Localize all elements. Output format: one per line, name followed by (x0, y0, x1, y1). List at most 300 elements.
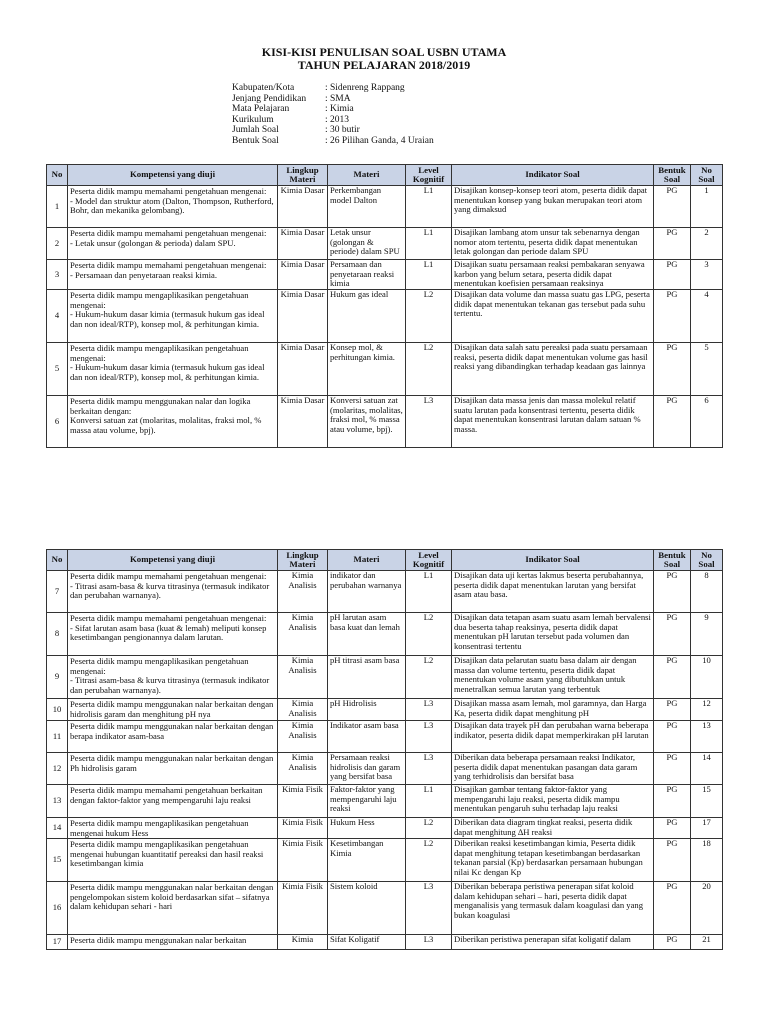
cell-no (47, 396, 68, 448)
cell-materi (328, 228, 406, 260)
cell-level (406, 656, 452, 699)
cell-indikator (452, 613, 654, 656)
cell-level (406, 613, 452, 656)
info-row (232, 125, 434, 136)
table-row (47, 343, 723, 396)
cell-materi (328, 818, 406, 839)
col-header-materi: Materi (328, 165, 406, 186)
cell-bentuk-text: PG (666, 655, 678, 665)
cell-bentuk (654, 753, 691, 785)
cell-lingkup-text: Kimia Dasar (280, 185, 325, 195)
cell-no (47, 935, 68, 950)
table-row (47, 818, 723, 839)
info-row (232, 83, 434, 94)
cell-kompetensi (68, 656, 278, 699)
cell-lingkup-text: Kimia Dasar (280, 342, 325, 352)
info-label: Jumlah Soal (232, 125, 279, 136)
cell-level-text: L1 (423, 259, 434, 269)
cell-bentuk (654, 396, 691, 448)
cell-materi-text: Hukum gas ideal (330, 289, 389, 299)
cell-bentuk-text: PG (666, 784, 678, 794)
cell-no (47, 343, 68, 396)
document-subtitle: TAHUN PELAJARAN 2018/2019 (297, 58, 471, 72)
cell-kompetensi-text: Peserta didik mampu memahami pengetahuan mengenai: - Model dan struktur atom (Dalton, Thompson, Rutherford, Bohr, dan mekanika gelombang). (70, 186, 274, 216)
cell-level-text: L1 (423, 784, 434, 794)
cell-materi-text: Konversi satuan zat (molaritas, molalitas, fraksi mol, % massa atau volume, bpj). (330, 395, 403, 434)
cell-bentuk (654, 699, 691, 721)
cell-kompetensi (68, 818, 278, 839)
cell-materi (328, 260, 406, 290)
cell-no (47, 721, 68, 753)
table-row (47, 753, 723, 785)
cell-lingkup-text: Kimia Analisis (288, 720, 317, 740)
cell-kompetensi (68, 571, 278, 613)
cell-materi-text: Perkembangan model Dalton (330, 185, 382, 205)
cell-nosoal (691, 785, 723, 818)
cell-lingkup-text: Kimia Analisis (288, 570, 317, 590)
cell-no-text: 4 (54, 310, 60, 321)
cell-bentuk (654, 613, 691, 656)
cell-indikator (452, 290, 654, 343)
cell-materi (328, 721, 406, 753)
cell-nosoal-text: 8 (704, 570, 709, 580)
cell-bentuk (654, 935, 691, 950)
cell-indikator-text: Disajikan data pelarutan suatu basa dalam air dengan massa dan volume tertentu, peserta didik dapat menentukan volume asam yang dibutuhkan untuk menetralkan semua larutan yang terbentuk (454, 655, 637, 694)
cell-indikator-text: Diberikan reaksi kesetimbangan kimia, Peserta didik dapat menghitung tetapan kesetimbangan berdasarkan tekanan parsial (Kp) berdasarkan persamaan hubungan nilai Kc dengan Kp (454, 838, 643, 877)
cell-nosoal-text: 12 (702, 698, 711, 708)
table-row (47, 396, 723, 448)
cell-no-text: 17 (52, 936, 62, 947)
cell-no-text: 5 (54, 363, 60, 374)
cell-no-text: 8 (54, 628, 60, 639)
cell-no-text: 12 (52, 762, 62, 773)
cell-lingkup (278, 228, 328, 260)
info-label: Jenjang Pendidikan (232, 93, 307, 104)
cell-lingkup (278, 396, 328, 448)
cell-level (406, 699, 452, 721)
cell-level-text: L2 (423, 655, 434, 665)
cell-level (406, 571, 452, 613)
cell-lingkup (278, 613, 328, 656)
cell-no-text: 16 (52, 902, 62, 913)
cell-lingkup-text: Kimia Analisis (288, 612, 317, 632)
cell-lingkup (278, 721, 328, 753)
cell-indikator-text: Disajikan data volume dan massa suatu gas LPG, peserta didik dapat menentukan tekanan gas tersebut pada suhu tertentu. (454, 289, 650, 319)
cell-nosoal-text: 6 (704, 395, 709, 405)
table-header-row (47, 165, 723, 186)
info-row (232, 94, 434, 105)
cell-nosoal (691, 753, 723, 785)
table-row (47, 613, 723, 656)
cell-indikator-text: Diberikan peristiwa penerapan sifat koligatif dalam (454, 934, 631, 945)
table-header-row (47, 550, 723, 571)
cell-kompetensi (68, 260, 278, 290)
cell-lingkup (278, 343, 328, 396)
cell-level-text: L1 (423, 227, 434, 237)
cell-nosoal-text: 10 (702, 655, 711, 665)
col-header-nosoal: No Soal (691, 550, 723, 571)
cell-lingkup-text: Kimia Analisis (288, 655, 317, 675)
cell-materi-text: indikator dan perubahan warnanya (330, 570, 402, 590)
cell-no-text: 3 (54, 268, 60, 279)
cell-no (47, 260, 68, 290)
cell-kompetensi (68, 839, 278, 882)
cell-level-text: L3 (423, 698, 434, 708)
cell-indikator-text: Disajikan lambang atom unsur tak sebenarnya dengan nomor atom tertentu, peserta didik dapat menentukan letak golongan dan periode dalam SPU (454, 227, 640, 257)
cell-bentuk-text: PG (666, 752, 678, 762)
cell-bentuk-text: PG (666, 838, 678, 849)
col-header-no: No (47, 550, 68, 571)
cell-bentuk-text: PG (666, 934, 678, 945)
col-header-kompetensi: Kompetensi yang diuji (68, 550, 278, 571)
cell-nosoal (691, 228, 723, 260)
cell-lingkup-text: Kimia Analisis (288, 698, 317, 718)
cell-no-text: 6 (54, 415, 60, 426)
cell-materi-text: Konsep mol, & perhitungan kimia. (330, 342, 395, 362)
cell-kompetensi (68, 228, 278, 260)
cell-no-text: 1 (54, 200, 60, 211)
cell-level-text: L3 (423, 934, 434, 945)
cell-indikator (452, 882, 654, 935)
col-header-kompetensi: Kompetensi yang diuji (68, 165, 278, 186)
cell-nosoal-text: 20 (702, 881, 711, 892)
cell-indikator (452, 186, 654, 228)
cell-lingkup-text: Kimia Dasar (280, 289, 325, 299)
cell-kompetensi-text: Peserta didik mampu mengaplikasikan pengetahuan mengenai hubungan kuantitatif pereaksi dan hasil reaksi kesetimbangan kimia (70, 839, 264, 869)
cell-materi-text: Letak unsur (golongan & periode) dalam SPU (330, 227, 400, 257)
cell-no (47, 818, 68, 839)
cell-level-text: L3 (423, 720, 434, 730)
cell-indikator (452, 228, 654, 260)
cell-indikator-text: Disajikan data uji kertas lakmus beserta perubahannya, peserta didik dapat menentukan larutan yang bersifat asam atau basa. (454, 570, 644, 600)
cell-bentuk-text: PG (666, 395, 678, 405)
cell-nosoal (691, 699, 723, 721)
cell-materi (328, 396, 406, 448)
cell-nosoal (691, 186, 723, 228)
cell-lingkup (278, 785, 328, 818)
cell-nosoal (691, 260, 723, 290)
cell-indikator (452, 699, 654, 721)
cell-indikator (452, 260, 654, 290)
cell-no-text: 2 (54, 237, 60, 248)
cell-indikator-text: Diberikan data diagram tingkat reaksi, peserta didik dapat menghitung ∆H reaksi (454, 817, 633, 837)
table-row (47, 882, 723, 935)
cell-indikator (452, 818, 654, 839)
cell-no-text: 11 (52, 730, 62, 741)
cell-level-text: L1 (423, 185, 434, 195)
table-row (47, 839, 723, 882)
cell-indikator (452, 785, 654, 818)
cell-level (406, 396, 452, 448)
cell-indikator (452, 753, 654, 785)
table-row (47, 699, 723, 721)
cell-materi-text: Persamaan dan penyetaraan reaksi kimia (330, 259, 395, 289)
cell-no-text: 10 (52, 703, 62, 714)
table-row (47, 656, 723, 699)
cell-materi-text: Persamaan reaksi hidrolisis dan garam yang bersifat basa (330, 752, 401, 782)
cell-kompetensi-text: Peserta didik mampu menggunakan nalar berkaitan dengan Ph hidrolisis garam (70, 753, 274, 773)
cell-bentuk-text: PG (666, 698, 678, 708)
cell-nosoal (691, 396, 723, 448)
cell-level-text: L2 (423, 817, 434, 827)
info-row (232, 136, 434, 147)
cell-materi-text: Sifat Koligatif (330, 934, 380, 945)
cell-kompetensi-text: Peserta didik mampu menggunakan nalar berkaitan dengan berapa indikator asam-basa (70, 721, 274, 741)
cell-materi-text: Faktor-faktor yang mempengaruhi laju reaksi (330, 784, 397, 814)
cell-lingkup-text: Kimia Fisik (282, 838, 323, 849)
info-value: : Sidenreng Rappang (325, 83, 405, 93)
col-header-nosoal: No Soal (691, 165, 723, 186)
cell-no-text: 9 (54, 671, 60, 682)
cell-nosoal-text: 17 (702, 817, 711, 827)
col-header-indikator: Indikator Soal (452, 550, 654, 571)
cell-indikator-text: Disajikan suatu persamaan reaksi pembakaran senyawa karbon yang belum setara, peserta didik dapat menentukan koefisien persamaan reaksinya (454, 259, 645, 289)
cell-kompetensi (68, 785, 278, 818)
cell-indikator-text: Disajikan massa asam lemah, mol garamnya, dan Harga Ka, peserta didik dapat menghitung pH (454, 698, 647, 718)
cell-level-text: L3 (423, 881, 434, 892)
kisi-kisi-table-2 (46, 549, 723, 950)
cell-bentuk (654, 290, 691, 343)
cell-nosoal-text: 1 (704, 185, 709, 195)
cell-kompetensi-text: Peserta didik mampu mengaplikasikan pengetahuan mengenai hukum Hess (70, 818, 249, 838)
info-value: : 2013 (325, 114, 350, 125)
table-row (47, 290, 723, 343)
cell-materi (328, 656, 406, 699)
cell-materi (328, 753, 406, 785)
col-header-indikator: Indikator Soal (452, 165, 654, 186)
cell-no-text: 13 (52, 795, 62, 806)
cell-no (47, 571, 68, 613)
cell-lingkup (278, 656, 328, 699)
cell-level (406, 785, 452, 818)
cell-indikator (452, 656, 654, 699)
col-header-level: Level Kognitif (406, 165, 452, 186)
cell-lingkup (278, 882, 328, 935)
col-header-materi: Materi (328, 550, 406, 571)
cell-kompetensi-text: Peserta didik mampu memahami pengetahuan berkaitan dengan faktor-faktor yang mempengaruhi laju reaksi (70, 785, 263, 805)
cell-kompetensi-text: Peserta didik mampu menggunakan nalar dan logika berkaitan dengan: Konversi satuan zat (molaritas, molalitas, fraksi mol, % massa atau volume, bpj). (70, 396, 262, 435)
cell-kompetensi-text: Peserta didik mampu memahami pengetahuan mengenai: - Sifat larutan asam basa (kuat & lemah) meliputi konsep kesetimbangan pengionannya dalam larutan. (70, 613, 267, 643)
cell-level-text: L3 (423, 752, 434, 762)
cell-lingkup-text: Kimia (291, 934, 314, 945)
cell-kompetensi-text: Peserta didik mampu memahami pengetahuan mengenai: - Letak unsur (golongan & perioda) dalam SPU. (70, 228, 267, 248)
cell-nosoal (691, 656, 723, 699)
cell-level (406, 228, 452, 260)
cell-indikator-text: Disajikan data salah satu pereaksi pada suatu persamaan reaksi, peserta didik dapat menentukan volume gas hasil reaksi yang dibandingkan terhadap keadaan gas lainnya (454, 342, 648, 372)
table-row (47, 571, 723, 613)
cell-materi-text: pH Hidrolisis (330, 698, 377, 708)
info-value: : 30 butir (325, 125, 360, 136)
cell-kompetensi (68, 935, 278, 950)
cell-kompetensi (68, 882, 278, 935)
cell-bentuk (654, 818, 691, 839)
cell-nosoal-text: 9 (704, 612, 709, 622)
cell-level-text: L2 (423, 289, 434, 299)
info-label: Kabupaten/Kota (232, 83, 295, 93)
cell-nosoal (691, 935, 723, 950)
cell-no-text: 7 (54, 585, 60, 596)
cell-indikator-text: Disajikan data trayek pH dan perubahan warna beberapa indikator, peserta didik dapat memperkirakan pH larutan (454, 720, 649, 740)
cell-bentuk-text: PG (666, 227, 678, 237)
cell-kompetensi-text: Peserta didik mampu mengaplikasikan pengetahuan mengenai: - Hukum-hukum dasar kimia (termasuk hukum gas ideal dan non ideal/RTP), konsep mol, & perhitungan kimia. (70, 343, 265, 382)
cell-bentuk-text: PG (666, 342, 678, 352)
cell-kompetensi (68, 186, 278, 228)
cell-kompetensi-text: Peserta didik mampu menggunakan nalar berkaitan dengan hidrolisis garam dan menghitung pH nya (70, 699, 274, 719)
cell-materi (328, 785, 406, 818)
cell-kompetensi (68, 721, 278, 753)
cell-materi (328, 186, 406, 228)
cell-level (406, 721, 452, 753)
cell-indikator (452, 721, 654, 753)
cell-materi (328, 613, 406, 656)
cell-bentuk (654, 186, 691, 228)
cell-nosoal-text: 4 (704, 289, 709, 299)
cell-bentuk (654, 343, 691, 396)
cell-indikator (452, 839, 654, 882)
cell-lingkup-text: Kimia Dasar (280, 395, 325, 405)
table-row (47, 785, 723, 818)
cell-lingkup-text: Kimia Dasar (280, 259, 325, 269)
cell-level (406, 260, 452, 290)
cell-kompetensi (68, 699, 278, 721)
table-row (47, 186, 723, 228)
cell-materi-text: Kesetimbangan Kimia (330, 838, 384, 858)
cell-lingkup-text: Kimia Fisik (282, 784, 323, 794)
cell-lingkup-text: Kimia Fisik (282, 817, 323, 827)
cell-kompetensi-text: Peserta didik mampu menggunakan nalar berkaitan (70, 935, 247, 946)
cell-materi (328, 935, 406, 950)
cell-indikator (452, 571, 654, 613)
cell-bentuk (654, 721, 691, 753)
info-row (232, 104, 434, 115)
cell-lingkup (278, 260, 328, 290)
cell-materi (328, 571, 406, 613)
cell-level-text: L2 (423, 612, 434, 622)
identity-info (232, 83, 434, 147)
info-label: Mata Pelajaran (232, 104, 290, 115)
cell-materi (328, 343, 406, 396)
cell-no (47, 785, 68, 818)
cell-level (406, 935, 452, 950)
cell-bentuk-text: PG (666, 612, 678, 622)
cell-nosoal-text: 3 (704, 259, 709, 269)
cell-bentuk-text: PG (666, 185, 678, 195)
cell-nosoal (691, 882, 723, 935)
cell-indikator (452, 935, 654, 950)
cell-no (47, 839, 68, 882)
cell-materi (328, 699, 406, 721)
cell-indikator-text: Disajikan konsep-konsep teori atom, peserta didik dapat menentukan konsep yang bukan merupakan teori atom yang dimaksud (454, 185, 648, 215)
cell-lingkup-text: Kimia Fisik (282, 881, 323, 892)
cell-no (47, 699, 68, 721)
cell-bentuk (654, 228, 691, 260)
cell-materi (328, 839, 406, 882)
cell-nosoal (691, 613, 723, 656)
cell-kompetensi-text: Peserta didik mampu memahami pengetahuan mengenai: - Titrasi asam-basa & kurva titrasinya (termasuk indikator dan perubahan warnanya). (70, 571, 270, 601)
col-header-lingkup: Lingkup Materi (278, 550, 328, 571)
cell-level-text: L1 (423, 570, 434, 580)
cell-no (47, 228, 68, 260)
cell-nosoal (691, 343, 723, 396)
col-header-lingkup: Lingkup Materi (278, 165, 328, 186)
info-value: : 26 Pilihan Ganda, 4 Uraian (325, 135, 434, 146)
cell-bentuk-text: PG (666, 289, 678, 299)
cell-no-text: 15 (52, 854, 62, 865)
cell-lingkup (278, 571, 328, 613)
cell-indikator-text: Disajikan gambar tentang faktor-faktor yang mempengaruhi laju reaksi, peserta didik mampu menentukan pengaruh suhu terhadap laju reaksi (454, 784, 620, 814)
cell-bentuk (654, 785, 691, 818)
cell-lingkup (278, 935, 328, 950)
cell-no (47, 613, 68, 656)
cell-no (47, 290, 68, 343)
cell-indikator (452, 343, 654, 396)
col-header-level: Level Kognitif (406, 550, 452, 571)
cell-no-text: 14 (52, 822, 62, 833)
cell-bentuk-text: PG (666, 720, 678, 730)
cell-level-text: L2 (423, 342, 434, 352)
cell-nosoal-text: 13 (702, 720, 711, 730)
col-header-no: No (47, 165, 68, 186)
cell-materi-text: pH larutan asam basa kuat dan lemah (330, 612, 400, 632)
cell-indikator (452, 396, 654, 448)
cell-no (47, 753, 68, 785)
cell-level-text: L2 (423, 838, 434, 849)
cell-nosoal-text: 2 (704, 227, 709, 237)
cell-nosoal (691, 290, 723, 343)
info-value: : SMA (325, 93, 351, 104)
cell-bentuk-text: PG (666, 817, 678, 827)
cell-nosoal-text: 18 (702, 838, 711, 849)
cell-kompetensi-text: Peserta didik mampu menggunakan nalar berkaitan dengan pengelompokan sistem koloid berdasarkan sifat – sifatnya dalam kehidupan sehari - hari (70, 882, 274, 912)
document-title: KISI-KISI PENULISAN SOAL USBN UTAMA (261, 45, 507, 59)
info-value: : Kimia (325, 104, 354, 115)
cell-kompetensi (68, 396, 278, 448)
cell-kompetensi-text: Peserta didik mampu mengaplikasikan pengetahuan mengenai: - Titrasi asam-basa & kurva titrasinya (termasuk indikator dan perubahan warnanya). (70, 656, 270, 695)
col-header-bentuk: Bentuk Soal (654, 550, 691, 571)
cell-no (47, 882, 68, 935)
cell-nosoal (691, 571, 723, 613)
cell-materi-text: Hukum Hess (330, 817, 375, 827)
cell-bentuk-text: PG (666, 570, 678, 580)
cell-lingkup (278, 186, 328, 228)
cell-level (406, 753, 452, 785)
cell-materi-text: Sistem koloid (330, 881, 378, 892)
info-row (232, 115, 434, 126)
cell-level (406, 186, 452, 228)
cell-kompetensi (68, 753, 278, 785)
cell-indikator-text: Diberikan data beberapa persamaan reaksi Indikator, peserta didik dapat menentukan pasangan data garam yang terhidrolisis dan bersifat basa (454, 752, 638, 782)
cell-nosoal-text: 15 (702, 784, 711, 794)
cell-nosoal-text: 5 (704, 342, 709, 352)
cell-nosoal (691, 839, 723, 882)
cell-nosoal-text: 21 (702, 934, 711, 945)
cell-bentuk-text: PG (666, 259, 678, 269)
kisi-kisi-table-1 (46, 164, 723, 448)
cell-lingkup-text: Kimia Analisis (288, 752, 317, 772)
cell-bentuk (654, 839, 691, 882)
table-row (47, 260, 723, 290)
cell-materi-text: pH titrasi asam basa (330, 655, 400, 665)
cell-nosoal (691, 721, 723, 753)
cell-bentuk-text: PG (666, 881, 678, 892)
cell-indikator-text: Diberikan beberapa peristiwa penerapan sifat koloid dalam kehidupan sehari – hari, peserta didik dapat menganalisis yang termasuk dalam koagulasi dan yang bukan koagulasi (454, 881, 644, 920)
info-label: Bentuk Soal (232, 135, 279, 146)
table-row (47, 228, 723, 260)
cell-indikator-text: Disajikan data tetapan asam suatu asam lemah bervalensi dua beserta tahap reaksinya, peserta didik dapat menentukan pH larutan tersebut pada volumen dan konsentrasi tertentu (454, 612, 651, 651)
cell-lingkup (278, 839, 328, 882)
cell-materi-text: Indikator asam basa (330, 720, 399, 730)
cell-kompetensi (68, 290, 278, 343)
